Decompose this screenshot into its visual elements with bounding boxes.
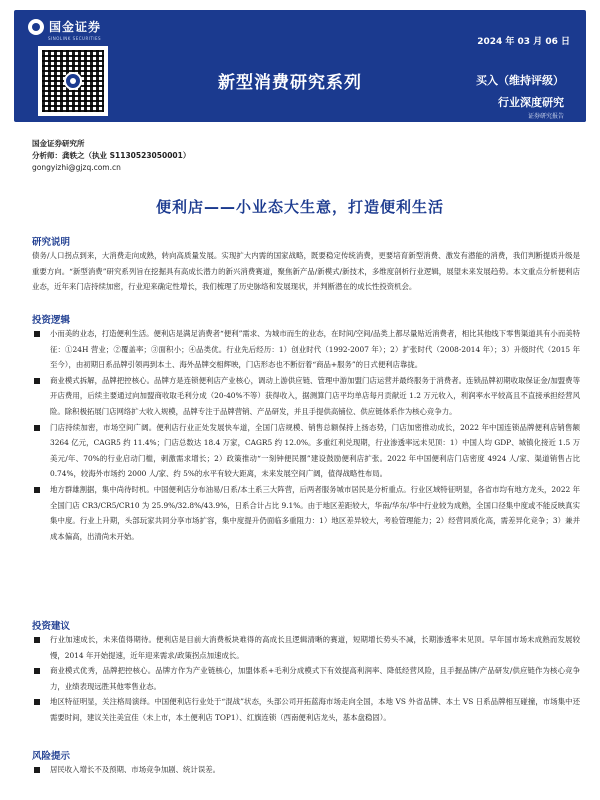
report-type: 行业深度研究 [498, 96, 564, 109]
list-item: 门店持续加密，市场空间广阔。便利店行业正处发展快车道，全国门店规模、销售总额保持上扬态势，门店加密推动成长，2022 年中国连锁品牌便利店销售额 3264 亿元，CAGR5 约 11.4%；门店总数达 18.4 万家，CAGR5 约 12.0%。多重红利兑现期，行业渗透率远未见顶：1）中国人均 GDP、城镇化接近 1.5 万美元/年、70%的行业启动门槛，刺激需求增长；2）政策推动“一刻钟便民圈”建设鼓励便利店扩张。2022 年中国便利店门店密度 4924 人/家、渠道销售占比 0.74%，较海外市场约 2000 人/家、约 5%的水平有较大距离，未来发展空间广阔，值得战略性布局。 [32, 420, 580, 482]
section-heading-suggestion: 投资建议 [32, 621, 71, 632]
analyst-email[interactable]: gongyizhi@gjzq.com.cn [32, 163, 121, 172]
bullet-icon [34, 331, 40, 337]
bullet-icon [34, 637, 40, 643]
logo-name: 国金证券 [49, 20, 102, 34]
list-item: 地方群雄割据，集中尚待时机。中国便利店分布油易/日系/本土系三大阵营，后两者服务城市居民是分析重点。行业区域特征明显，各省市均有地方龙头，2022 年全国门店 CR3/CR5/CR10 为 25.9%/32.8%/43.9%，日系合计占比 9.1%。由于地区差距较大，华南/华东/华中行业较为成熟，全国口径集中度或不能反映真实集中度。行业上升期，头部玩家共同分享市场扩容，集中度提升仍面临多重阻力：1）地区差异较大，考验管理能力；2）经营同质化高，需差异化竞争；3）兼并成本偏高，出清尚未开始。 [32, 482, 580, 544]
rating: 买入（维持评级） [476, 74, 564, 87]
bullet-icon [34, 668, 40, 674]
analyst-name: 分析师：龚轶之（执业 S1130523050001） [32, 151, 191, 160]
logo-subtitle: SINOLINK SECURITIES [48, 36, 102, 41]
report-title: 便利店——小业态大生意，打造便利生活 [155, 198, 444, 216]
report-subtype: 证券研究报告 [527, 113, 564, 120]
section-heading-intro: 研究说明 [32, 237, 71, 248]
logo-mark-icon [28, 19, 44, 35]
list-item: 商业模式拆解，品牌把控核心。品牌方是连锁便利店产业核心，调动上游供应链、管理中游加盟门店运营并最终服务于消费者。连锁品牌初期收取保证金/加盟费等开店费用，后续主要通过向加盟商收取毛利分成（20-40%不等）获得收入，据测算门店平均单店每月贡献近 1.2 万元收入，利润率水平较高且不直接承担经营风险。除积极拓展门店网络扩大收入规模，品牌专注于品牌营销、产品研发，并且手提供高铺位、供应链体系作为核心竞争力。 [32, 373, 580, 420]
list-item: 小而美的业态，打造便利生活。便利店是满足消费者“便利”需求、为城市而生的业态，在时间/空间/品类上都尽量贴近消费者，相比其他线下零售渠道具有小而美特征：①24H 营业；②覆盖率；③面积小；④品类优。行业先后经历：1）创业时代（1992-2007 年）；2）扩张时代（2008-2014 年）；3）升级时代（2015 年至今），由初期日系品牌引领再到本土、海外品牌交相辉映，门店形态也不断衍着“商品+服务”的日式便利店靠拢。 [32, 326, 580, 373]
series-title: 新型消费研究系列 [218, 73, 362, 93]
bullet-icon [34, 425, 40, 431]
list-item: 行业加速成长，未来值得期待。便利店是目前大消费板块难得的高成长且逻辑清晰的赛道，短期增长势头不减，长期渗透率未见顶。早年国市场未成熟而发展较慢，2014 年开始提速，近年迎来需求/政策拐点加速成长。 [32, 632, 580, 663]
risk-list [32, 762, 580, 778]
bullet-icon [34, 487, 40, 493]
list-item: 居民收入增长不及预期、市场竞争加剧、统计误差。 [32, 762, 580, 778]
bullet-icon [34, 699, 40, 705]
report-date: 2024 年 03 月 06 日 [477, 37, 570, 47]
bullet-icon [34, 767, 40, 773]
qr-code-icon [38, 46, 108, 116]
logic-list [32, 326, 580, 544]
list-item: 地区特征明显，关注格局演绎。中国便利店行业处于“混战”状态，头部公司开拓蓝海市场走向全国，本地 VS 外省品牌、本土 VS 日系品牌相互碰撞，市场集中还需要时间，建议关注美宜佳（未上市，本土便利店 TOP1）、红旗连锁（西南便利店龙头，基本盘稳固）。 [32, 694, 580, 725]
list-item: 商业模式优秀，品牌把控核心。品牌方作为产业链核心，加盟体系+毛利分成模式下有效提高利润率、降低经营风险，且手握品牌/产品研发/供应链作为核心竞争力，业绩表现远胜其他零售业态。 [32, 663, 580, 694]
intro-paragraph: 债务/人口拐点到来，大消费走向成熟，转向高质量发展。实现扩大内需的国家战略，既要稳定传统消费，更要培育新型消费、激发有潜能的消费，我们判断提质升级是重要方向。“新型消费”研究系列旨在挖掘具有高成长潜力的新兴消费赛道，聚焦新产品/新模式/新技术，多维度剖析行业逻辑，展望未来发展趋势。本文重点分析便利店业态，近年来门店持续加密，行业迎来确定性增长，我们梳理了历史脉络和发展现状，并判断潜在的成长性投资机会。 [32, 251, 580, 292]
section-heading-logic: 投资逻辑 [32, 315, 71, 326]
bullet-icon [34, 378, 40, 384]
analyst-info [32, 138, 190, 174]
brand-logo [28, 18, 101, 35]
research-institute: 国金证券研究所 [32, 139, 85, 148]
header-banner [14, 10, 586, 122]
suggestion-list [32, 632, 580, 726]
section-heading-risk: 风险提示 [32, 751, 71, 762]
